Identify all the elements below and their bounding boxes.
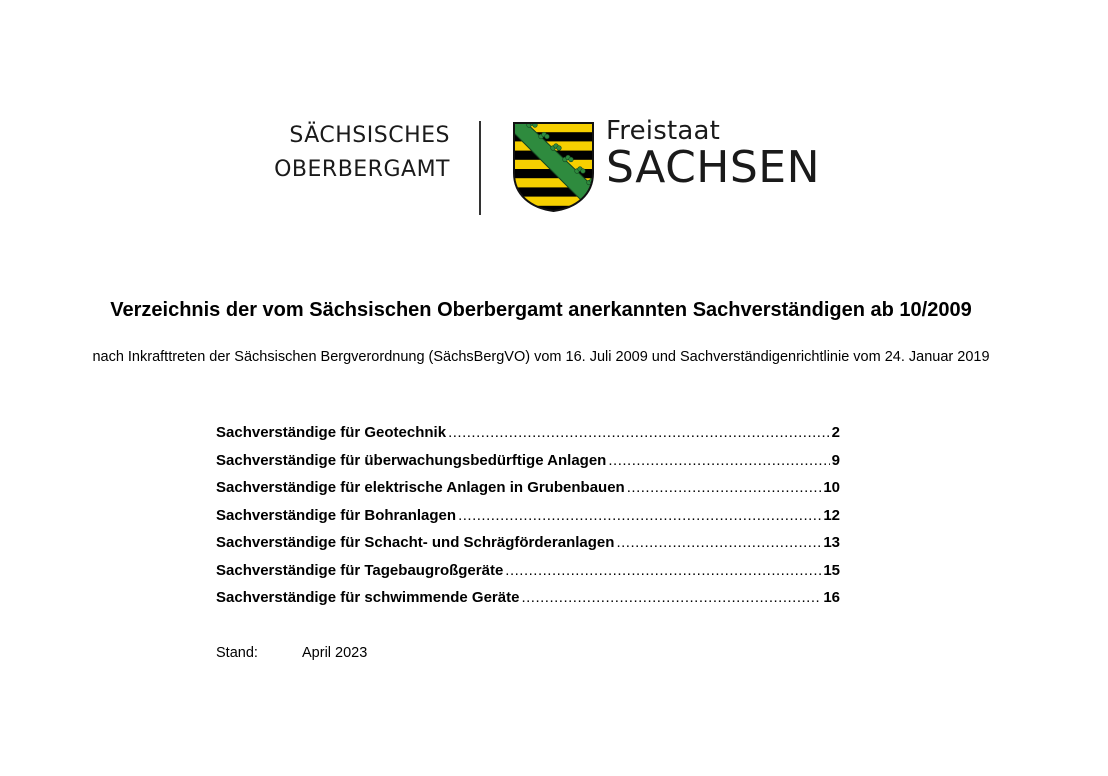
toc-entry-label: Sachverständige für elektrische Anlagen in Grubenbauen xyxy=(216,479,625,496)
toc-leader-dots xyxy=(458,507,821,524)
toc-entry-page: 10 xyxy=(823,479,840,496)
toc-leader-dots xyxy=(627,479,822,496)
toc-leader-dots xyxy=(448,424,830,441)
toc-entry-page: 9 xyxy=(831,451,840,469)
authority-name-line2: OBERBERGAMT xyxy=(274,157,450,182)
toc-entry-page: 2 xyxy=(831,424,840,441)
logo-divider xyxy=(479,121,481,215)
toc-entry-bohranlagen[interactable] xyxy=(216,507,840,535)
document-subtitle: nach Inkrafttreten der Sächsischen Bergverordnung (SächsBergVO) vom 16. Juli 2009 und Sachverständigenrichtlinie vom 24. Januar 2019 xyxy=(92,349,990,365)
authority-name-line1: SÄCHSISCHES xyxy=(289,123,450,148)
toc-leader-dots xyxy=(505,562,821,579)
toc-entry-foerderanlagen[interactable] xyxy=(216,534,840,562)
toc-entry-page: 15 xyxy=(823,561,840,579)
table-of-contents xyxy=(216,424,840,617)
state-label xyxy=(606,116,821,193)
saxony-coat-of-arms-icon xyxy=(512,121,595,213)
toc-entry-page: 12 xyxy=(823,506,840,524)
state-label-line2: SACHSEN xyxy=(606,142,821,193)
status-line xyxy=(216,645,367,661)
toc-entry-label: Sachverständige für überwachungsbedürftige Anlagen xyxy=(216,451,607,469)
toc-entry-schwimmende-geraete[interactable] xyxy=(216,589,840,617)
authority-name xyxy=(274,119,450,187)
status-label: Stand: xyxy=(216,645,258,661)
toc-entry-geotechnik[interactable] xyxy=(216,424,840,452)
toc-entry-label: Sachverständige für Geotechnik xyxy=(216,424,447,441)
toc-leader-dots xyxy=(616,534,821,551)
state-label-line1: Freistaat xyxy=(606,116,721,146)
toc-entry-label: Sachverständige für schwimmende Geräte xyxy=(216,589,520,606)
letterhead xyxy=(0,0,1108,230)
toc-entry-label: Sachverständige für Tagebaugroßgeräte xyxy=(216,561,504,579)
document-title: Verzeichnis der vom Sächsischen Oberbergamt anerkannten Sachverständigen ab 10/2009 xyxy=(110,299,972,321)
toc-entry-ueberwachungsbeduerftige-anlagen[interactable] xyxy=(216,452,840,480)
toc-entry-page: 13 xyxy=(823,534,840,551)
toc-leader-dots xyxy=(521,589,821,606)
toc-entry-label: Sachverständige für Schacht- und Schrägförderanlagen xyxy=(216,534,615,551)
toc-entry-tagebaugrossgeraete[interactable] xyxy=(216,562,840,590)
toc-entry-page: 16 xyxy=(823,589,840,606)
toc-leader-dots xyxy=(608,452,829,469)
toc-entry-elektrische-anlagen[interactable] xyxy=(216,479,840,507)
toc-entry-label: Sachverständige für Bohranlagen xyxy=(216,506,457,524)
status-value: April 2023 xyxy=(302,645,368,661)
